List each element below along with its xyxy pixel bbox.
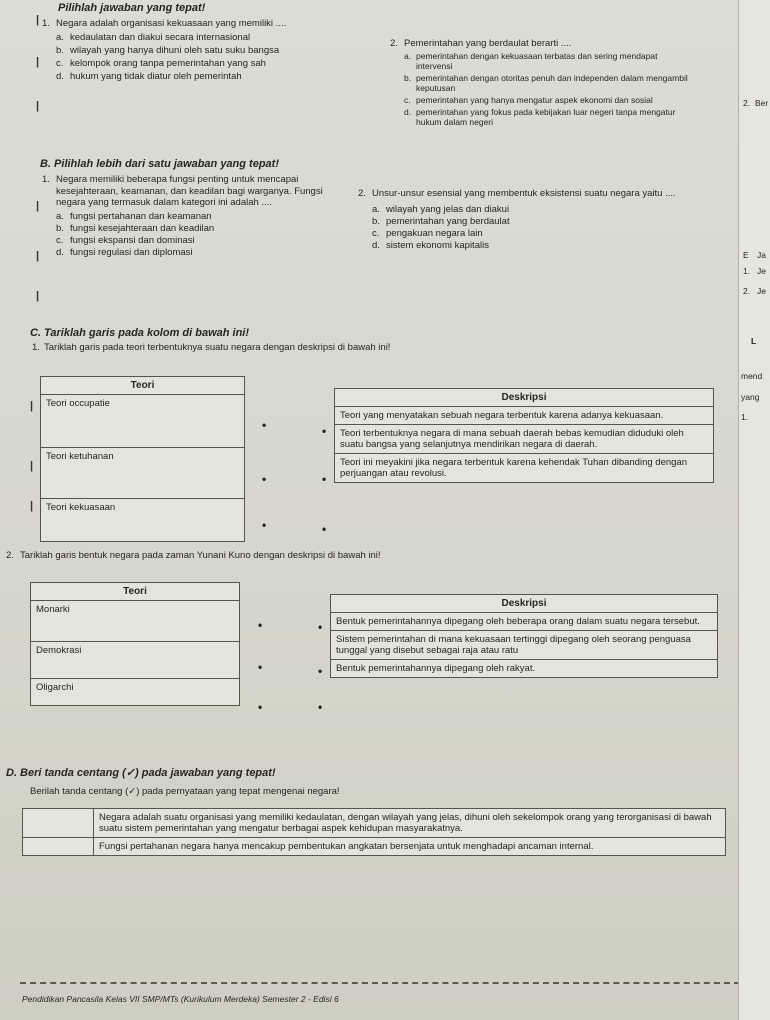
option[interactable]: c. fungsi ekspansi dan dominasi: [56, 234, 195, 246]
c2-left-item[interactable]: Demokrasi: [31, 642, 240, 679]
c2-left-header: Teori: [31, 583, 240, 601]
option[interactable]: b. pemerintahan dengan otoritas penuh dan independen dalam mengambil keputusan: [404, 72, 688, 93]
c1-left-item[interactable]: Teori kekuasaan: [41, 499, 245, 542]
option[interactable]: c. pemerintahan yang hanya mengatur aspek ekonomi dan sosial: [404, 94, 653, 105]
c2-description-table: [330, 594, 718, 678]
option[interactable]: d. pemerintahan yang fokus pada kebijakan luar negeri tanpa mengatur hukum dalam negeri: [404, 106, 676, 127]
section-d-title: D. Beri tanda centang (✓) pada jawaban yang tepat!: [6, 767, 276, 779]
c1-left-dot[interactable]: •: [262, 518, 267, 532]
checkbox-cell[interactable]: [23, 838, 94, 856]
section-d-instruction: Berilah tanda centang (✓) pada pernyataan yang tepat mengenai negara!: [30, 786, 340, 797]
question-a1: 1. Negara adalah organisasi kekuasaan yang memiliki .... a. kedaulatan dan diakui secara internasional b. wilayah yang hanya dihuni oleh satu suku bangsa c. kelompok orang tanpa pemerintahan yang sah d. hukum yang tidak diatur oleh pemerintah: [42, 18, 342, 82]
c1-left-dot[interactable]: •: [262, 418, 267, 432]
c1-right-dot[interactable]: •: [322, 424, 327, 438]
question-b1: 1. Negara memiliki beberapa fungsi penting untuk mencapai kesejahteraan, keamanan, dan keadilan bagi warganya. Fungsi negara yang termasuk dalam kategori ini adalah .... a. fungsi pertahanan dan keamanan b. fungsi kesejahteraan dan keadilan c. fungsi ekspansi dan dominasi d. fungsi regulasi dan diplomasi: [42, 174, 342, 258]
c1-right-item[interactable]: Teori yang menyatakan sebuah negara terbentuk karena adanya kekuasaan.: [335, 407, 714, 425]
c1-left-dot[interactable]: •: [262, 472, 267, 486]
c2-right-item[interactable]: Sistem pemerintahan di mana kekuasaan tertinggi dipegang oleh seorang penguasa tunggal yang disebut sebagai raja atau ratu: [331, 631, 718, 660]
section-b-title: B. Pilihlah lebih dari satu jawaban yang tepat!: [40, 158, 279, 170]
statement: Fungsi pertahanan negara hanya mencakup pembentukan angkatan bersenjata untuk menghadapi ancaman internal.: [94, 838, 726, 856]
c1-right-header: Deskripsi: [335, 389, 714, 407]
option[interactable]: a. kedaulatan dan diakui secara internasional: [56, 31, 251, 43]
c2-left-item[interactable]: Monarki: [31, 601, 240, 642]
option[interactable]: a. pemerintahan dengan kekuasaan terbatas dan sering mendapat intervensi: [404, 50, 658, 71]
option[interactable]: d. hukum yang tidak diatur oleh pemerintah: [56, 70, 242, 82]
c2-left-dot[interactable]: •: [258, 660, 263, 674]
option[interactable]: a. fungsi pertahanan dan keamanan: [56, 210, 212, 222]
option[interactable]: a. wilayah yang jelas dan diakui: [372, 203, 510, 215]
c1-theory-table: [40, 376, 245, 542]
option[interactable]: b. pemerintahan yang berdaulat: [372, 215, 510, 227]
c2-right-dot[interactable]: •: [318, 664, 323, 678]
c2-right-item[interactable]: Bentuk pemerintahannya dipegang oleh rakyat.: [331, 660, 718, 678]
c2-right-dot[interactable]: •: [318, 700, 323, 714]
c2-left-dot[interactable]: •: [258, 618, 263, 632]
c1-left-item[interactable]: Teori occupatie: [41, 395, 245, 448]
option[interactable]: b. fungsi kesejahteraan dan keadilan: [56, 222, 215, 234]
c1-left-item[interactable]: Teori ketuhanan: [41, 448, 245, 499]
option[interactable]: c. kelompok orang tanpa pemerintahan yang sah: [56, 57, 266, 69]
c2-right-dot[interactable]: •: [318, 620, 323, 634]
question-c2-prompt: 2. Tariklah garis bentuk negara pada zaman Yunani Kuno dengan deskripsi di bawah ini!: [6, 550, 381, 561]
c2-left-dot[interactable]: •: [258, 700, 263, 714]
c1-description-table: [334, 388, 714, 483]
statement: Negara adalah suatu organisasi yang memiliki kedaulatan, dengan wilayah yang jelas, dihuni oleh sekelompok orang yang terorganisasi di bawah suatu sistem pemerintahan yang mengatur berbagai aspek kehidupan masyarakatnya.: [94, 809, 726, 838]
checkbox-cell[interactable]: [23, 809, 94, 838]
c1-right-item[interactable]: Teori terbentuknya negara di mana sebuah daerah bebas kemudian diduduki oleh suatu bangsa yang selanjutnya mendirikan negara di daerah.: [335, 425, 714, 454]
page-footer: Pendidikan Pancasila Kelas VII SMP/MTs (Kurikulum Merdeka) Semester 2 - Edisi 6: [22, 994, 339, 1004]
adjacent-page-strip: 2. Ber E Ja 1. Je 2. Je L mend yang 1.: [738, 0, 770, 1020]
dashed-divider: [20, 982, 740, 984]
top-instruction: Pilihlah jawaban yang tepat!: [58, 2, 206, 14]
checklist-table: [22, 808, 726, 856]
c2-theory-table: [30, 582, 240, 706]
option[interactable]: c. pengakuan negara lain: [372, 227, 483, 239]
c2-right-item[interactable]: Bentuk pemerintahannya dipegang oleh beberapa orang dalam suatu negara tersebut.: [331, 613, 718, 631]
c1-left-header: Teori: [41, 377, 245, 395]
option[interactable]: d. fungsi regulasi dan diplomasi: [56, 246, 193, 258]
c2-right-header: Deskripsi: [331, 595, 718, 613]
c2-left-item[interactable]: Oligarchi: [31, 679, 240, 706]
worksheet-page: Pilihlah jawaban yang tepat! 1. Negara adalah organisasi kekuasaan yang memiliki .... a. kedaulatan dan diakui secara internasional b. wilayah yang hanya dihuni oleh satu suku bangsa c. kelompok orang tanpa pemerintahan yang sah d. hukum yang tidak diatur oleh pemerintah 2. Pemerintahan yang berdaulat berarti .... a. pemerintahan dengan kekuasaan terbatas dan sering mendapat intervensi b. pemerintahan dengan otoritas penuh dan independen dalam mengambil keputusan c. pemerintahan yang hanya mengatur aspek ekonomi dan sosial d. pemerintahan yang fokus pada kebijakan luar negeri tanpa mengatur hukum dalam negeri B. Pilihlah lebih dari satu jawaban yang tepat! 1. Negara memiliki beberapa fungsi penting untuk mencapai kesejahteraan, keamanan, dan keadilan bagi warganya. Fungsi negara yang termasuk dalam kategori ini adalah .... a. fungsi pertahanan dan keamanan b. fungsi kesejahteraan dan keadilan c. fungsi ekspansi dan dominasi d. fungsi regulasi dan diplomasi 2. Unsur-unsur esensial yang membentuk eksistensi suatu negara yaitu .... a. wilayah yang jelas dan diakui b. pemerintahan yang berdaulat c. pengakuan negara lain d. sistem ekonomi kapitalis C. Tariklah garis pada kolom di bawah ini! 1. Tariklah garis pada teori terbentuknya suatu negara dengan deskripsi di bawah ini! Teori Teori occupatie Teori ketuhanan Teori kekuasaan • • • Deskripsi Teori yang menyatakan sebuah negara terbentuk karena adanya kekuasaan. Teori terbentuknya negara di mana sebuah daerah bebas kemudian diduduki oleh suatu bangsa yang selanjutnya mendirikan negara di daerah. Teori ini meyakini jika negara terbentuk karena kehendak Tuhan dibanding dengan perjuangan atau revolusi. • • • 2. Tariklah garis bentuk negara pada zaman Yunani Kuno dengan deskripsi di bawah ini! Teori Monarki Demokrasi Oligarchi • • • Deskripsi Bentuk pemerintahannya dipegang oleh beberapa orang dalam suatu negara tersebut. Sistem pemerintahan di mana kekuasaan tertinggi dipegang oleh seorang penguasa tunggal yang disebut sebagai raja atau ratu Bentuk pemerintahannya dipegang oleh rakyat. • • • D. Beri tanda centang (✓) pada jawaban yang tepat! Berilah tanda centang (✓) pada pernyataan yang tepat mengenai negara! Negara adalah suatu organisasi yang memiliki kedaulatan, dengan wilayah yang jelas, dihuni oleh sekelompok orang yang terorganisasi di bawah suatu sistem pemerintahan yang mengatur berbagai aspek kehidupan masyarakatnya. Fungsi pertahanan negara hanya mencakup pembentukan angkatan bersenjata untuk menghadapi ancaman internal. Pendidikan Pancasila Kelas VII SMP/MTs (Kurikulum Merdeka) Semester 2 - Edisi 6 2. Ber E Ja 1. Je 2. Je L mend yang 1. | | | | | | | | |: [0, 0, 770, 1020]
c1-right-dot[interactable]: •: [322, 472, 327, 486]
section-c-title: C. Tariklah garis pada kolom di bawah ini!: [30, 327, 250, 339]
option[interactable]: b. wilayah yang hanya dihuni oleh satu suku bangsa: [56, 44, 280, 56]
c1-right-item[interactable]: Teori ini meyakini jika negara terbentuk karena kehendak Tuhan dibanding dengan perjuangan atau revolusi.: [335, 454, 714, 483]
question-b2: 2. Unsur-unsur esensial yang membentuk eksistensi suatu negara yaitu .... a. wilayah yang jelas dan diakui b. pemerintahan yang berdaulat c. pengakuan negara lain d. sistem ekonomi kapitalis: [358, 188, 698, 251]
c1-right-dot[interactable]: •: [322, 522, 327, 536]
question-c1-prompt: 1. Tariklah garis pada teori terbentuknya suatu negara dengan deskripsi di bawah ini!: [32, 342, 391, 353]
question-a2: 2. Pemerintahan yang berdaulat berarti .... a. pemerintahan dengan kekuasaan terbatas dan sering mendapat intervensi b. pemerintahan dengan otoritas penuh dan independen dalam mengambil keputusan c. pemerintahan yang hanya mengatur aspek ekonomi dan sosial d. pemerintahan yang fokus pada kebijakan luar negeri tanpa mengatur hukum dalam negeri: [390, 38, 690, 127]
option[interactable]: d. sistem ekonomi kapitalis: [372, 239, 489, 251]
